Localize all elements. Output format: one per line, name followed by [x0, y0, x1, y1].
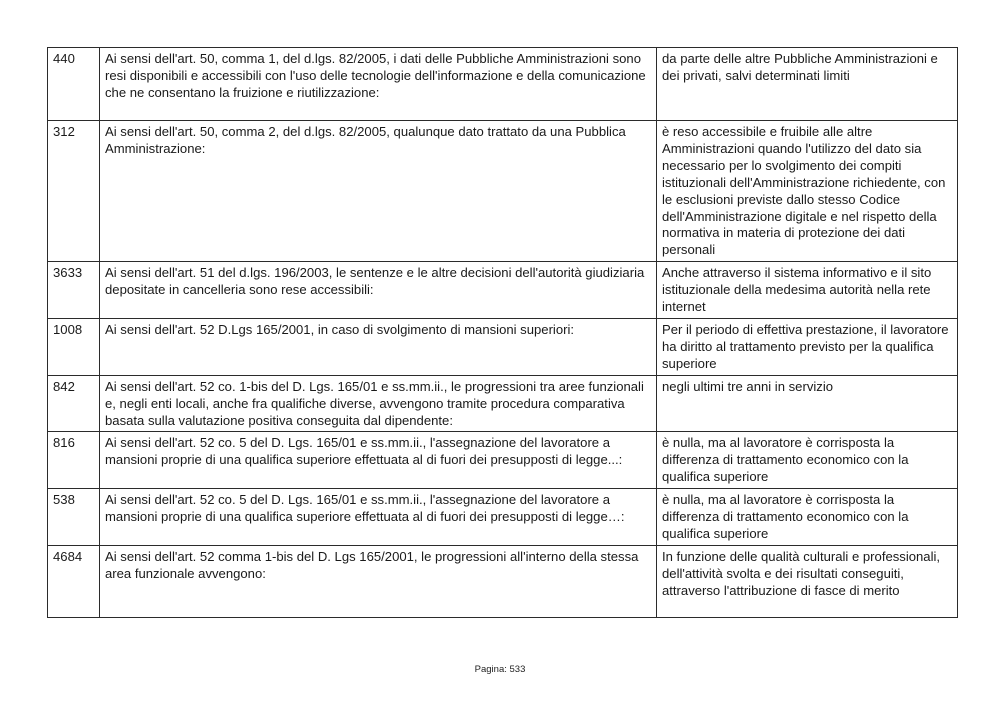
answer-text: negli ultimi tre anni in servizio [657, 375, 958, 432]
page-number: Pagina: 533 [474, 664, 526, 675]
answer-text: è nulla, ma al lavoratore è corrisposta la differenza di trattamento economico con la qualifica superiore [657, 432, 958, 489]
question-text: Ai sensi dell'art. 52 D.Lgs 165/2001, in caso di svolgimento di mansioni superiori: [100, 318, 657, 375]
answer-text: da parte delle altre Pubbliche Amministrazioni e dei privati, salvi determinati limiti [657, 48, 958, 121]
table-row [48, 262, 958, 319]
question-text: Ai sensi dell'art. 51 del d.lgs. 196/2003, le sentenze e le altre decisioni dell'autorità giudiziaria depositate in cancelleria sono rese accessibili: [100, 262, 657, 319]
answer-text: Per il periodo di effettiva prestazione, il lavoratore ha diritto al trattamento previsto per la qualifica superiore [657, 318, 958, 375]
answer-text: Anche attraverso il sistema informativo e il sito istituzionale della medesima autorità nella rete internet [657, 262, 958, 319]
answer-text: è nulla, ma al lavoratore è corrisposta la differenza di trattamento economico con la qualifica superiore [657, 489, 958, 546]
question-text: Ai sensi dell'art. 52 co. 5 del D. Lgs. 165/01 e ss.mm.ii., l'assegnazione del lavoratore a mansioni proprie di una qualifica superiore effettuata al di fuori dei presupposti di legge…: [100, 489, 657, 546]
table-row [48, 432, 958, 489]
table-row [48, 121, 958, 262]
question-id: 312 [48, 121, 100, 262]
answer-text: In funzione delle qualità culturali e professionali, dell'attività svolta e dei risultati conseguiti, attraverso l'attribuzione di fasce di merito [657, 545, 958, 617]
question-text: Ai sensi dell'art. 52 comma 1-bis del D. Lgs 165/2001, le progressioni all'interno della stessa area funzionale avvengono: [100, 545, 657, 617]
table-row [48, 48, 958, 121]
question-id: 4684 [48, 545, 100, 617]
questions-table [47, 47, 958, 618]
question-text: Ai sensi dell'art. 52 co. 1-bis del D. Lgs. 165/01 e ss.mm.ii., le progressioni tra aree funzionali e, negli enti locali, anche fra qualifiche diverse, avvengono tramite procedura comparativa basata sulla valutazione positiva conseguita dal dipendente: [100, 375, 657, 432]
question-id: 440 [48, 48, 100, 121]
question-text: Ai sensi dell'art. 52 co. 5 del D. Lgs. 165/01 e ss.mm.ii., l'assegnazione del lavoratore a mansioni proprie di una qualifica superiore effettuata al di fuori dei presupposti di legge...: [100, 432, 657, 489]
question-text: Ai sensi dell'art. 50, comma 1, del d.lgs. 82/2005, i dati delle Pubbliche Amministrazioni sono resi disponibili e accessibili con l'uso delle tecnologie dell'informazione e della comunicazione che ne consentano la fruizione e riutilizzazione: [100, 48, 657, 121]
table-row [48, 489, 958, 546]
table-row [48, 375, 958, 432]
question-text: Ai sensi dell'art. 50, comma 2, del d.lgs. 82/2005, qualunque dato trattato da una Pubblica Amministrazione: [100, 121, 657, 262]
table-row [48, 545, 958, 617]
question-id: 816 [48, 432, 100, 489]
answer-text: è reso accessibile e fruibile alle altre Amministrazioni quando l'utilizzo del dato sia necessario per lo svolgimento dei compiti istituzionali dell'Amministrazione richiedente, con le esclusioni previste dallo stesso Codice dell'Amministrazione digitale e nel rispetto della normativa in materia di protezione dei dati personali [657, 121, 958, 262]
question-id: 1008 [48, 318, 100, 375]
table-row [48, 318, 958, 375]
question-id: 842 [48, 375, 100, 432]
question-id: 538 [48, 489, 100, 546]
question-id: 3633 [48, 262, 100, 319]
